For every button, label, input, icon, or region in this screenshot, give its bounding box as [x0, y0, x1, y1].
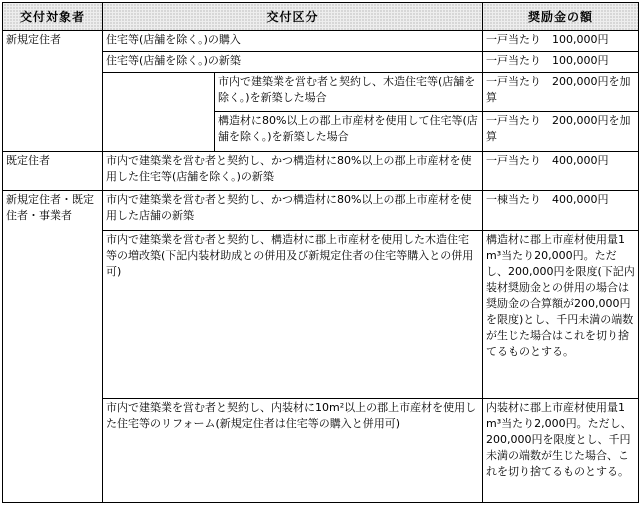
category-cell: 市内で建築業を営む者と契約し、内装材に10m²以上の郡上市産材を使用した住宅等のリフォーム(新規定住者は住宅等の購入と併用可) — [103, 398, 483, 502]
amount-cell: 一戸当たり 100,000円 — [483, 31, 639, 52]
amount-cell: 一戸当たり 200,000円を加算 — [483, 72, 639, 112]
table-row — [3, 151, 639, 191]
indent-cell — [103, 112, 215, 152]
amount-cell: 構造材に郡上市産材使用量1m³当たり20,000円。ただし、200,000円を限度(下記内装材奨励金との併用の場合は奨励金の合算額が200,000円を限度)とし、千円未満の端数が生じた場合はこれを切り捨てるものとする。 — [483, 231, 639, 399]
header-target: 交付対象者 — [3, 3, 103, 31]
amount-cell: 内装材に郡上市産材使用量1m³当たり2,000円。ただし、200,000円を限度とし、千円未満の端数が生じた場合、これを切り捨てるものとする。 — [483, 398, 639, 502]
category-cell: 市内で建築業を営む者と契約し、構造材に郡上市産材を使用した木造住宅等の増改築(下記内装材助成との併用及び新規定住者の住宅等購入との併用可) — [103, 231, 483, 399]
table-row — [3, 31, 639, 52]
header-amount: 奨励金の額 — [483, 3, 639, 31]
category-cell: 市内で建築業を営む者と契約し、かつ構造材に80%以上の郡上市産材を使用した店舗の新築 — [103, 191, 483, 231]
subsidy-table — [2, 2, 639, 503]
category-cell: 市内で建築業を営む者と契約し、木造住宅等(店舗を除く。)を新築した場合 — [215, 72, 483, 112]
category-cell: 住宅等(店舗を除く。)の購入 — [103, 31, 483, 52]
category-cell: 住宅等(店舗を除く。)の新築 — [103, 51, 483, 72]
category-cell: 市内で建築業を営む者と契約し、かつ構造材に80%以上の郡上市産材を使用した住宅等(店舗を除く。)の新築 — [103, 151, 483, 191]
target-new-resident: 新規定住者 — [3, 31, 103, 152]
amount-cell: 一戸当たり 100,000円 — [483, 51, 639, 72]
indent-cell — [103, 72, 215, 112]
table-row — [3, 191, 639, 231]
target-all-residents-businesses: 新規定住者・既定住者・事業者 — [3, 191, 103, 503]
header-row — [3, 3, 639, 31]
amount-cell: 一戸当たり 400,000円 — [483, 151, 639, 191]
amount-cell: 一棟当たり 400,000円 — [483, 191, 639, 231]
target-existing-resident: 既定住者 — [3, 151, 103, 191]
header-category: 交付区分 — [103, 3, 483, 31]
amount-cell: 一戸当たり 200,000円を加算 — [483, 112, 639, 152]
category-cell: 構造材に80%以上の郡上市産材を使用して住宅等(店舗を除く。)を新築した場合 — [215, 112, 483, 152]
